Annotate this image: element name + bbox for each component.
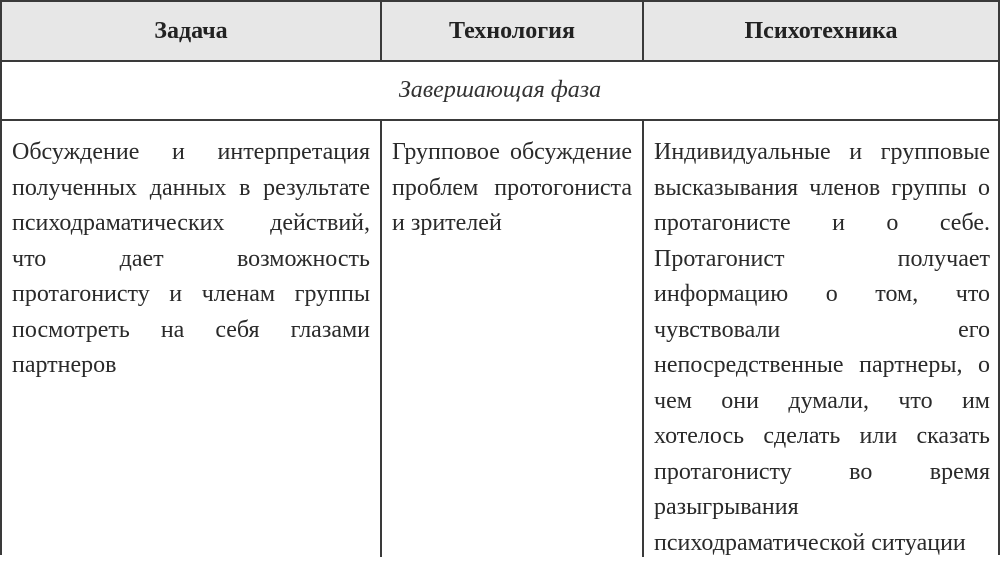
table-header	[2, 2, 998, 62]
phase-label: Завершающая фаза	[2, 62, 998, 121]
cell-task	[2, 121, 382, 557]
cell-psychotechnique-text: Индивидуальные и групповые высказывания членов группы о протагонисте и о себе. Протагонист получает информацию о том, что чувствовали его непосредственные партнеры, о чем они думали, что им хотелось сделать или сказать протагонисту во время разыгрывания психодраматической ситуации	[654, 139, 990, 556]
cell-psychotechnique	[644, 121, 998, 557]
header-psychotechnique: Психотехника	[744, 17, 898, 44]
cell-technology-text: Групповое обсуждение проблем протогониста и зрителей	[392, 139, 632, 236]
cell-technology	[382, 121, 644, 557]
cell-task-text: Обсуждение и интерпретация полученных данных в результате психодраматических действий, что дает возможность протагонисту и членам группы посмотреть на себя глазами партнеров	[12, 139, 370, 378]
header-technology: Технология	[382, 2, 644, 60]
header-task: Задача	[2, 2, 382, 60]
